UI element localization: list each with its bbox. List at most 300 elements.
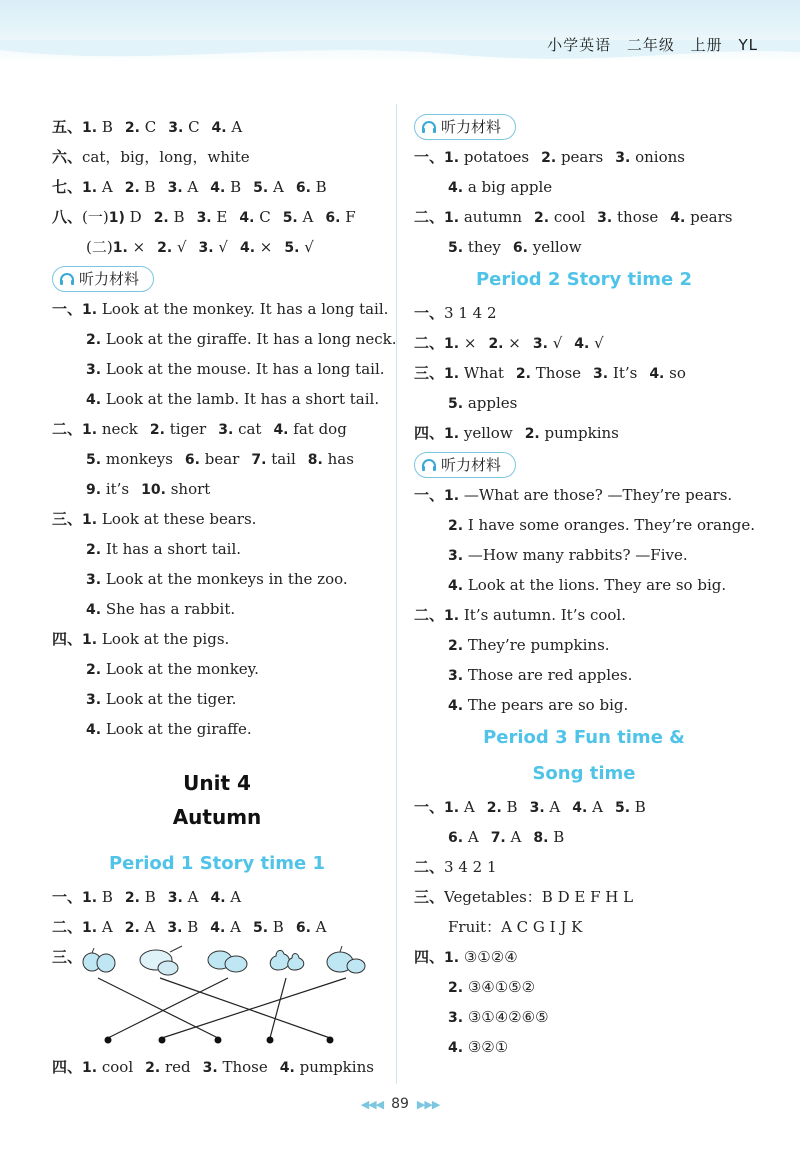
section-mark: 一、 <box>414 486 445 504</box>
section-mark: 四、 <box>414 948 445 966</box>
item-number: 7. <box>490 830 506 846</box>
answer-item <box>283 208 314 226</box>
item-number: 4. <box>279 1060 295 1076</box>
answer-item <box>448 394 517 412</box>
item-text: C <box>259 208 271 226</box>
item-number: 3. <box>198 240 214 256</box>
p3-section-4 <box>414 942 754 1062</box>
item-text: A <box>315 918 327 936</box>
answer-item <box>125 918 156 936</box>
line-number: 2. <box>86 542 102 558</box>
match-line-4 <box>270 978 286 1038</box>
line-text: She has a rabbit. <box>105 600 236 618</box>
text-line <box>52 564 382 594</box>
answer-item <box>444 364 504 382</box>
answer-row-5: 五、1. B 2. C 3. C 4. A <box>52 118 243 136</box>
answer-item <box>82 118 113 136</box>
answer-item <box>444 424 513 442</box>
item-number: 3. <box>202 1060 218 1076</box>
answer-item <box>185 450 239 468</box>
item-number: 4. <box>649 366 665 382</box>
item-number: 6. <box>295 180 311 196</box>
line-text: Look at the giraffe. <box>105 720 252 738</box>
page-number: 89 <box>391 1096 409 1112</box>
answer-item <box>534 208 585 226</box>
item-text: pumpkins <box>299 1058 374 1076</box>
item-number: 2. <box>524 426 540 442</box>
line-text: Look at the giraffe. It has a long neck. <box>105 330 397 348</box>
item-number: 3. <box>597 210 613 226</box>
p2-row-3b <box>414 388 754 418</box>
item-text: A <box>187 888 199 906</box>
answer-item <box>251 450 295 468</box>
answer-item <box>448 238 501 256</box>
text-line <box>414 600 754 630</box>
headphones-icon <box>421 120 437 134</box>
answer-item <box>516 364 581 382</box>
item-number: 4. <box>448 180 464 196</box>
text-line <box>52 714 382 744</box>
text-line <box>414 942 754 972</box>
listening-row-2c <box>52 474 382 504</box>
item-text: pumpkins <box>544 424 619 442</box>
text-line <box>414 690 754 720</box>
text-line <box>52 294 389 324</box>
item-text: √ <box>594 334 604 352</box>
p1-row-2: 二、1. A 2. A 3. B 4. A 5. B 6. A <box>52 918 327 936</box>
answer-item <box>168 118 199 136</box>
item-text: cool <box>101 1058 134 1076</box>
item-text: those <box>617 208 659 226</box>
item-number: 8. <box>533 830 549 846</box>
answer-item <box>487 798 518 816</box>
listening-row-2a: 二、1. neck 2. tiger 3. cat 4. fat dog <box>52 420 347 438</box>
period-1-title: Period 1 Story time 1 <box>108 853 326 874</box>
item-text: B <box>173 208 185 226</box>
answer-item <box>253 918 284 936</box>
line-number: 3. <box>86 362 102 378</box>
answer-item <box>168 178 199 196</box>
item-text: A <box>101 918 113 936</box>
p1-row-4: 四、1. cool 2. red 3. Those 4. pumpkins <box>52 1058 374 1076</box>
item-number: 1. <box>112 240 128 256</box>
line-text: The pears are so big. <box>467 696 629 714</box>
item-number: 2. <box>486 800 502 816</box>
item-number: 6. <box>512 240 528 256</box>
r-row-1a: 一、1. potatoes 2. pears 3. onions <box>414 148 685 166</box>
answer-item <box>280 1058 374 1076</box>
item-text: A <box>231 118 243 136</box>
item-text: A <box>187 178 199 196</box>
line-text: —What are those? —They’re pears. <box>463 486 733 504</box>
item-number: 3. <box>218 422 234 438</box>
answer-item <box>125 888 156 906</box>
item-text: B <box>187 918 199 936</box>
item-number: 2. <box>541 150 557 166</box>
listening-material-label-2: 听力材料 <box>414 114 516 140</box>
listening-section-r2 <box>414 600 754 720</box>
item-number: 5. <box>252 920 269 936</box>
line-text: Look at the pigs. <box>101 630 230 648</box>
item-number: 5. <box>253 180 269 196</box>
item-number: 4. <box>239 240 256 256</box>
right-column <box>414 114 754 1062</box>
line-text: Look at the monkeys in the zoo. <box>105 570 348 588</box>
item-number: 1. <box>444 336 460 352</box>
p2-row-2: 二、1. × 2. × 3. √ 4. √ <box>414 334 604 352</box>
match-dot-1 <box>105 1037 112 1044</box>
unit-title: Unit 4 <box>52 766 382 800</box>
match-dot-2 <box>159 1037 166 1044</box>
item-number: 1. <box>444 800 460 816</box>
item-number: 4. <box>273 422 289 438</box>
item-text: × <box>132 238 146 256</box>
p1-row-3-mark: 三、 <box>52 948 83 966</box>
item-text: it’s <box>105 480 130 498</box>
line-number: 3. <box>448 548 464 564</box>
item-number: 1. <box>444 426 460 442</box>
item-number: 4. <box>210 920 226 936</box>
header-volume: 上册 <box>690 36 723 54</box>
match-dot-5 <box>327 1037 334 1044</box>
item-number: 1. <box>82 1060 98 1076</box>
item-text: bear <box>204 450 240 468</box>
item-text: onions <box>635 148 685 166</box>
item-text: potatoes <box>463 148 530 166</box>
item-text: cool <box>553 208 586 226</box>
item-text: apples <box>467 394 518 412</box>
item-text: E <box>216 208 228 226</box>
answer-item <box>525 424 619 442</box>
line-number: 1. <box>444 608 460 624</box>
line-text: It has a short tail. <box>105 540 242 558</box>
text-line <box>414 570 754 600</box>
item-text: red <box>164 1058 191 1076</box>
line-text: Look at the tiger. <box>105 690 237 708</box>
answer-item <box>82 888 113 906</box>
item-text: A <box>510 828 522 846</box>
line-number: 2. <box>86 332 102 348</box>
line-number: 2. <box>448 980 464 996</box>
item-text: √ <box>304 238 314 256</box>
item-number: 6. <box>448 830 464 846</box>
pumpkin-icon <box>327 946 365 973</box>
item-text: A <box>101 178 113 196</box>
answer-item <box>533 828 564 846</box>
item-text: B <box>272 918 284 936</box>
text-line <box>52 384 382 414</box>
answer-item <box>444 798 475 816</box>
item-number: 4. <box>239 210 255 226</box>
line-number: 4. <box>86 392 102 408</box>
item-text: neck <box>101 420 138 438</box>
item-text: A <box>592 798 603 816</box>
item-number: 4. <box>211 120 227 136</box>
p2-row-4: 四、1. yellow 2. pumpkins <box>414 424 619 442</box>
item-text: A <box>463 798 475 816</box>
item-number: 3. <box>615 150 631 166</box>
unit-name: Autumn <box>172 805 262 829</box>
item-number: 2. <box>153 210 169 226</box>
item-text: B <box>230 178 242 196</box>
item-number: 1. <box>82 920 98 936</box>
text-line <box>414 1032 754 1062</box>
answer-row-6: 六、cat，big，long，white <box>52 148 250 166</box>
listening-material-label-3: 听力材料 <box>414 452 516 478</box>
header-subject: 小学英语 <box>547 36 612 54</box>
item-number: 2. <box>515 366 531 382</box>
match-dot-3 <box>215 1037 222 1044</box>
text-line <box>414 510 754 540</box>
item-number: 10. <box>141 482 166 498</box>
listening-material-label: 听力材料 <box>52 266 154 292</box>
answer-item <box>199 238 228 256</box>
line-number: 2. <box>448 518 464 534</box>
answer-item <box>572 798 603 816</box>
line-text: ③②① <box>467 1038 509 1056</box>
answer-item <box>113 238 145 256</box>
p3-row-1b <box>414 822 754 852</box>
pear-icon <box>270 950 304 970</box>
item-number: 2. <box>124 180 140 196</box>
answer-item <box>150 420 206 438</box>
page-footer <box>0 1096 800 1112</box>
r-row-2a: 二、1. autumn 2. cool 3. those 4. pears <box>414 208 733 226</box>
item-text: √ <box>176 238 187 256</box>
answer-item <box>615 148 685 166</box>
item-text: B <box>144 178 156 196</box>
line-number: 3. <box>86 692 102 708</box>
item-text: has <box>327 450 354 468</box>
answer-item <box>615 798 646 816</box>
text-line <box>414 1002 754 1032</box>
line-number: 3. <box>448 1010 464 1026</box>
answer-item <box>82 420 138 438</box>
line-number: 2. <box>448 638 464 654</box>
answer-item <box>82 918 113 936</box>
item-text: Those <box>535 364 582 382</box>
item-text: × <box>259 238 273 256</box>
item-text: A <box>144 918 156 936</box>
line-text: I have some oranges. They’re orange. <box>467 516 756 534</box>
item-number: 1. <box>82 422 98 438</box>
left-column <box>52 112 397 1082</box>
item-number: 2. <box>157 240 173 256</box>
item-text: A <box>230 918 241 936</box>
line-number: 3. <box>86 572 102 588</box>
answer-item <box>141 480 210 498</box>
line-text: Those are red apples. <box>467 666 633 684</box>
answer-item <box>296 918 327 936</box>
text-line <box>414 630 754 660</box>
item-number: 3. <box>593 366 609 382</box>
item-number: 3. <box>529 800 545 816</box>
answer-item <box>210 178 241 196</box>
item-number: 1. <box>444 210 460 226</box>
answer-item <box>513 238 582 256</box>
line-text: ③④①⑤② <box>467 978 536 996</box>
line-number: 1. <box>444 488 460 504</box>
item-text: tiger <box>169 420 207 438</box>
p2-row-3a: 三、1. What 2. Those 3. It’s 4. so <box>414 364 686 382</box>
answer-item <box>212 118 243 136</box>
answer-item <box>239 208 270 226</box>
item-number: 5. <box>86 452 102 468</box>
listening-section-3 <box>52 504 382 624</box>
item-text: A <box>230 888 242 906</box>
answer-item <box>533 334 562 352</box>
listening-section-4 <box>52 624 382 744</box>
item-number: 2. <box>124 120 140 136</box>
section-mark: 二、 <box>414 606 445 624</box>
item-number: 8. <box>307 452 323 468</box>
line-text: ③①②④ <box>463 948 518 966</box>
line-number: 4. <box>448 698 464 714</box>
item-text: √ <box>218 238 228 256</box>
match-line-1 <box>98 978 218 1038</box>
item-number: 1. <box>444 366 460 382</box>
answer-item <box>448 178 552 196</box>
line-text: Look at the mouse. It has a long tail. <box>105 360 385 378</box>
item-text: autumn <box>463 208 523 226</box>
headphones-icon <box>59 272 75 286</box>
line-text: Look at these bears. <box>101 510 257 528</box>
item-text: B <box>101 888 113 906</box>
item-text: C <box>188 118 200 136</box>
answer-item <box>284 238 313 256</box>
item-number: 3. <box>168 120 184 136</box>
period-2-title: Period 2 Story time 2 <box>475 269 693 290</box>
item-number: 2. <box>488 336 504 352</box>
item-text: F <box>345 208 356 226</box>
item-number: 3. <box>532 336 548 352</box>
item-number: 3. <box>167 180 183 196</box>
text-line <box>52 504 382 534</box>
header-edition: YL <box>738 36 758 54</box>
line-number: 4. <box>448 578 464 594</box>
p1-row-1: 一、1. B 2. B 3. A 4. A <box>52 888 242 906</box>
answer-item <box>210 888 241 906</box>
item-text: × <box>508 334 521 352</box>
item-text: √ <box>552 334 563 352</box>
item-text: It’s <box>612 364 638 382</box>
answer-item <box>210 918 241 936</box>
prev-arrows-icon: ◀◀◀ <box>360 1098 384 1111</box>
r-row-1b <box>414 172 754 202</box>
period-3-title-line1: Period 3 Fun time & <box>483 727 685 748</box>
text-line <box>414 540 754 570</box>
answer-row-8a: 八、(一)1) D 2. B 3. E 4. C 5. A 6. F <box>52 208 356 226</box>
item-number: 9. <box>86 482 102 498</box>
item-number: 2. <box>124 920 140 936</box>
item-text: yellow <box>532 238 582 256</box>
item-number: 4. <box>210 180 226 196</box>
item-text: B <box>506 798 518 816</box>
line-number: 4. <box>448 1040 464 1056</box>
answer-item <box>296 178 327 196</box>
line-text: They’re pumpkins. <box>467 636 610 654</box>
item-number: 1. <box>82 180 98 196</box>
item-text: so <box>669 364 686 382</box>
answer-item <box>82 1058 133 1076</box>
line-text: ③①④②⑥⑤ <box>467 1008 549 1026</box>
item-text: B <box>101 118 113 136</box>
item-number: 6. <box>295 920 311 936</box>
text-line <box>52 624 382 654</box>
answer-item <box>273 420 346 438</box>
item-number: 2. <box>149 422 165 438</box>
answer-item <box>82 178 113 196</box>
answer-item <box>253 178 284 196</box>
text-line <box>52 324 397 354</box>
r-row-2b <box>414 232 754 262</box>
item-number: 5. <box>448 396 464 412</box>
item-text: monkeys <box>105 450 173 468</box>
item-text: yellow <box>463 424 513 442</box>
line-text: It’s autumn. It’s cool. <box>463 606 626 624</box>
line-number: 1. <box>82 632 98 648</box>
listening-section-r1 <box>414 480 754 600</box>
line-number: 4. <box>86 722 102 738</box>
answer-item <box>597 208 658 226</box>
item-number: 1. <box>82 890 98 906</box>
line-text: Look at the monkey. It has a long tail. <box>101 300 389 318</box>
answer-item <box>203 1058 268 1076</box>
item-number: 4. <box>210 890 226 906</box>
answer-item <box>86 480 129 498</box>
answer-row-7: 七、1. A 2. B 3. A 4. B 5. A 6. B <box>52 178 327 196</box>
match-line-3 <box>108 978 228 1038</box>
item-number: 5. <box>448 240 464 256</box>
answer-item <box>448 828 479 846</box>
item-number: 1. <box>444 150 460 166</box>
answer-item <box>240 238 272 256</box>
line-text: —How many rabbits? —Five. <box>467 546 688 564</box>
match-line-2 <box>160 978 330 1038</box>
potato-icon <box>208 951 247 972</box>
item-text: What <box>463 364 504 382</box>
item-number: 6. <box>325 210 341 226</box>
line-number: 1. <box>82 512 98 528</box>
item-number: 5. <box>284 240 300 256</box>
answer-item <box>574 334 603 352</box>
answer-item <box>444 208 522 226</box>
listening-section-1 <box>52 294 397 414</box>
item-text: A <box>302 208 314 226</box>
p3-row-2: 二、3 4 2 1 <box>414 858 497 876</box>
item-text: A <box>467 828 479 846</box>
item-number: 3. <box>167 890 183 906</box>
text-line <box>414 480 754 510</box>
answer-item <box>541 148 603 166</box>
text-line <box>52 594 382 624</box>
item-text: A <box>549 798 561 816</box>
text-line <box>52 534 382 564</box>
answer-row-8b: (二)1. × 2. √ 3. √ 4. × 5. √ <box>86 238 314 256</box>
line-text: Look at the monkey. <box>105 660 259 678</box>
answer-item <box>491 828 522 846</box>
answer-item <box>593 364 637 382</box>
item-number: 5. <box>614 800 631 816</box>
header-grade: 二年级 <box>626 36 675 54</box>
line-text: Look at the lions. They are so big. <box>467 576 727 594</box>
matching-lines-diagram <box>78 942 398 1052</box>
item-number: 2. <box>534 210 550 226</box>
item-text: C <box>144 118 157 136</box>
answer-item <box>86 450 173 468</box>
item-text: fat dog <box>293 420 347 438</box>
p3-row-3a: 三、Vegetables：B D E F H L <box>414 888 634 906</box>
